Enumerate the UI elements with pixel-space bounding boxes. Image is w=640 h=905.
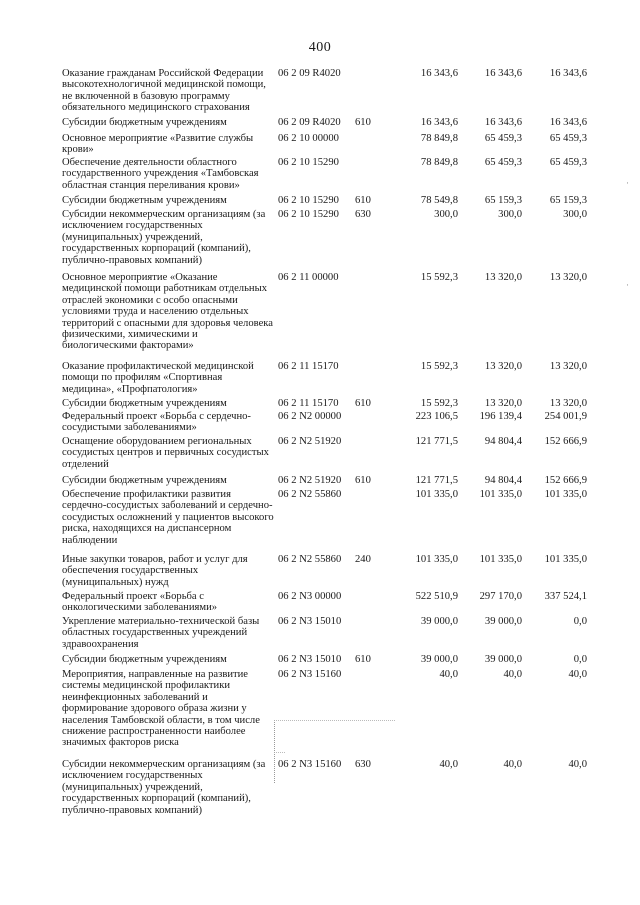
row-description: Субсидии бюджетным учреждениям [62, 398, 227, 409]
row-code: 06 2 N2 00000 [278, 411, 342, 422]
margin-mark: · [626, 280, 629, 290]
row-value-year1: 223 106,5 [415, 411, 458, 422]
row-description: Субсидии некоммерческим организациям (за исключением государственных (муниципальных) учреждений, государственных корпораций (компаний), публично-правовых компаний) [62, 759, 266, 816]
row-value-year2: 101 335,0 [479, 554, 522, 565]
row-code: 06 2 N2 55860 [278, 489, 342, 500]
row-value-year1: 39 000,0 [420, 616, 458, 627]
row-value-year3: 16 343,6 [549, 68, 587, 79]
row-code: 06 2 N2 51920 [278, 436, 342, 447]
row-expense-type: 240 [355, 554, 371, 565]
row-value-year3: 40,0 [568, 759, 587, 770]
row-description: Обеспечение деятельности областного государственного учреждения «Тамбовская областная станция переливания крови» [62, 157, 259, 191]
row-description: Оснащение оборудованием региональных сосудистых центров и первичных сосудистых отделений [62, 436, 269, 470]
page-number: 400 [308, 40, 332, 55]
row-value-year1: 16 343,6 [420, 117, 458, 128]
row-code: 06 2 N2 55860 [278, 554, 342, 565]
row-code: 06 2 10 00000 [278, 133, 339, 144]
row-value-year2: 40,0 [503, 759, 522, 770]
row-description: Федеральный проект «Борьба с онкологическими заболеваниями» [62, 591, 218, 614]
row-description: Субсидии бюджетным учреждениям [62, 654, 227, 665]
row-code: 06 2 N2 51920 [278, 475, 342, 486]
row-code: 06 2 11 00000 [278, 272, 339, 283]
row-value-year2: 300,0 [498, 209, 522, 220]
row-description: Субсидии бюджетным учреждениям [62, 117, 227, 128]
row-value-year2: 94 804,4 [484, 475, 522, 486]
row-value-year1: 101 335,0 [415, 489, 458, 500]
row-value-year3: 101 335,0 [544, 554, 587, 565]
row-value-year3: 337 524,1 [544, 591, 587, 602]
row-value-year2: 16 343,6 [484, 117, 522, 128]
row-code: 06 2 09 R4020 [278, 117, 341, 128]
row-code: 06 2 10 15290 [278, 209, 339, 220]
row-description: Субсидии бюджетным учреждениям [62, 475, 227, 486]
row-value-year2: 13 320,0 [484, 361, 522, 372]
row-value-year3: 101 335,0 [544, 489, 587, 500]
row-value-year3: 65 459,3 [549, 157, 587, 168]
row-expense-type: 610 [355, 117, 371, 128]
row-value-year3: 13 320,0 [549, 398, 587, 409]
row-code: 06 2 N3 15160 [278, 759, 342, 770]
row-description: Оказание профилактической медицинской помощи по профилям «Спортивная медицина», «Профпатология» [62, 361, 254, 395]
row-value-year3: 300,0 [563, 209, 587, 220]
row-code: 06 2 11 15170 [278, 398, 339, 409]
row-description: Мероприятия, направленные на развитие системы медицинской профилактики неинфекционных заболеваний и формирование здорового образа жизни у населения Тамбовской области, в том числе снижение распространенности наиболее значимых факторов риска [62, 669, 260, 749]
row-description: Субсидии некоммерческим организациям (за исключением государственных (муниципальных) учреждений, государственных корпораций (компаний), публично-правовых компаний) [62, 209, 266, 266]
row-code: 06 2 N3 15010 [278, 616, 342, 627]
row-value-year2: 65 459,3 [484, 133, 522, 144]
row-description: Обеспечение профилактики развития сердечно-сосудистых заболеваний и сердечно-сосудистых осложнений у пациентов высокого риска, находящихся на диспансерном наблюдении [62, 489, 274, 546]
row-value-year2: 39 000,0 [484, 616, 522, 627]
row-value-year2: 297 170,0 [479, 591, 522, 602]
row-value-year2: 65 459,3 [484, 157, 522, 168]
row-value-year2: 39 000,0 [484, 654, 522, 665]
row-value-year3: 0,0 [573, 616, 587, 627]
row-value-year1: 40,0 [439, 669, 458, 680]
row-value-year3: 13 320,0 [549, 272, 587, 283]
row-value-year1: 101 335,0 [415, 554, 458, 565]
row-description: Оказание гражданам Российской Федерации высокотехнологичной медицинской помощи, не включенной в базовую программу обязательного медицинского страхования [62, 68, 266, 114]
row-description: Федеральный проект «Борьба с сердечно-сосудистыми заболеваниями» [62, 411, 251, 434]
row-expense-type: 630 [355, 209, 371, 220]
row-value-year3: 152 666,9 [544, 436, 587, 447]
row-value-year2: 101 335,0 [479, 489, 522, 500]
row-value-year3: 13 320,0 [549, 361, 587, 372]
row-code: 06 2 11 15170 [278, 361, 339, 372]
row-value-year1: 16 343,6 [420, 68, 458, 79]
row-value-year1: 78 849,8 [420, 157, 458, 168]
margin-mark: · [626, 178, 629, 188]
row-value-year2: 13 320,0 [484, 398, 522, 409]
row-value-year1: 39 000,0 [420, 654, 458, 665]
row-description: Иные закупки товаров, работ и услуг для обеспечения государственных (муниципальных) нужд [62, 554, 248, 588]
row-value-year1: 15 592,3 [420, 272, 458, 283]
row-value-year1: 522 510,9 [415, 591, 458, 602]
row-code: 06 2 09 R4020 [278, 68, 341, 79]
row-value-year3: 152 666,9 [544, 475, 587, 486]
row-code: 06 2 10 15290 [278, 195, 339, 206]
row-value-year1: 300,0 [434, 209, 458, 220]
row-expense-type: 610 [355, 195, 371, 206]
row-value-year2: 16 343,6 [484, 68, 522, 79]
row-expense-type: 610 [355, 398, 371, 409]
row-value-year2: 65 159,3 [484, 195, 522, 206]
row-value-year1: 15 592,3 [420, 361, 458, 372]
row-value-year1: 121 771,5 [415, 436, 458, 447]
row-value-year3: 16 343,6 [549, 117, 587, 128]
row-description: Основное мероприятие «Оказание медицинской помощи работникам отдельных отраслей экономики с особо опасными условиями труда и населению отдельных территорий с опасными для здоровья человека физическими, химическими и биологическими факторами» [62, 272, 273, 352]
row-value-year3: 254 001,9 [544, 411, 587, 422]
row-value-year1: 78 549,8 [420, 195, 458, 206]
row-description: Субсидии бюджетным учреждениям [62, 195, 227, 206]
row-value-year2: 196 139,4 [479, 411, 522, 422]
row-value-year1: 121 771,5 [415, 475, 458, 486]
row-expense-type: 610 [355, 475, 371, 486]
row-code: 06 2 N3 15010 [278, 654, 342, 665]
row-value-year1: 78 849,8 [420, 133, 458, 144]
row-code: 06 2 10 15290 [278, 157, 339, 168]
row-value-year2: 13 320,0 [484, 272, 522, 283]
row-code: 06 2 N3 00000 [278, 591, 342, 602]
row-expense-type: 610 [355, 654, 371, 665]
row-description: Основное мероприятие «Развитие службы крови» [62, 133, 254, 156]
row-description: Укрепление материально-технической базы областных государственных учреждений здравоохранения [62, 616, 260, 650]
row-value-year1: 15 592,3 [420, 398, 458, 409]
row-value-year3: 40,0 [568, 669, 587, 680]
row-value-year2: 40,0 [503, 669, 522, 680]
row-code: 06 2 N3 15160 [278, 669, 342, 680]
row-value-year1: 40,0 [439, 759, 458, 770]
row-expense-type: 630 [355, 759, 371, 770]
row-value-year3: 65 159,3 [549, 195, 587, 206]
row-value-year2: 94 804,4 [484, 436, 522, 447]
scan-artifact [274, 720, 395, 761]
row-value-year3: 65 459,3 [549, 133, 587, 144]
row-value-year3: 0,0 [573, 654, 587, 665]
